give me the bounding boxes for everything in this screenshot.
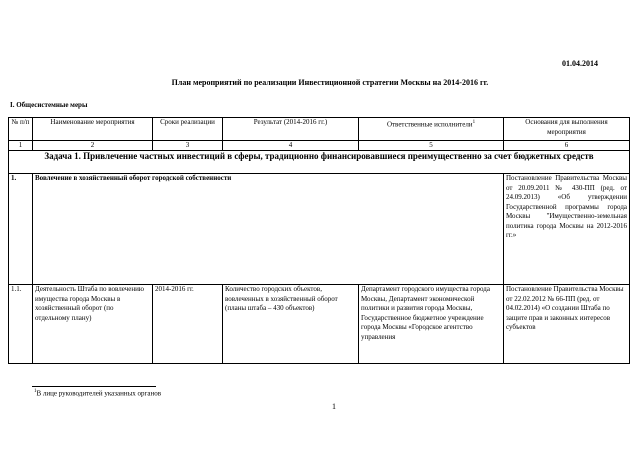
section-heading: I. Общесистемные меры	[10, 101, 88, 109]
header-executors-label: Ответственные исполнители	[386, 120, 473, 129]
measures-table	[8, 117, 630, 364]
header-terms: Сроки реализации	[153, 118, 223, 141]
column-number: 5	[359, 141, 504, 151]
table-row	[9, 174, 630, 285]
footnote-mark: 1	[34, 389, 37, 394]
task-row	[9, 151, 630, 174]
footnote-reference: 1	[472, 120, 476, 125]
row-basis: Постановление Правительства Москвы от 22.02.2012 № 66-ПП (ред. от 04.02.2014) «О создании Штаба по защите прав и законных интересов субъектов	[504, 285, 630, 364]
column-numbers-row	[9, 141, 630, 151]
row-executors: Департамент городского имущества города Москвы, Департамент экономической политики и развития города Москвы, Государственное бюджетное учреждение города Москвы «Городское агентство управления	[359, 285, 504, 364]
row-num: 1.	[9, 174, 33, 285]
column-number: 1	[9, 141, 33, 151]
row-basis: Постановление Правительства Москвы от 20.09.2011 № 430-ПП (ред. от 24.09.2013) «Об утверждении Государственной программы города Москвы "Имущественно-земельная политика города Москвы на 2012-2016 гг.»	[504, 174, 630, 285]
header-result: Результат (2014-2016 гг.)	[223, 118, 359, 141]
table-header-row	[9, 118, 630, 141]
document-date: 01.04.2014	[562, 59, 598, 68]
column-number: 4	[223, 141, 359, 151]
task-title: Задача 1. Привлечение частных инвестиций в сферы, традиционно финансировавшиеся преимущественно за счет бюджетных средств	[9, 151, 630, 174]
column-number: 3	[153, 141, 223, 151]
header-num: № п/п	[9, 118, 33, 141]
footnote-separator	[32, 386, 156, 387]
footnote	[34, 389, 161, 397]
header-name: Наименование мероприятия	[33, 118, 153, 141]
table-row	[9, 285, 630, 364]
row-name: Вовлечение в хозяйственный оборот городской собственности	[33, 174, 504, 285]
document-title: План мероприятий по реализации Инвестиционной стратегии Москвы на 2014-2016 гг.	[171, 78, 489, 87]
row-result: Количество городских объектов, вовлеченных в хозяйственный оборот (планы штаба – 430 объектов)	[223, 285, 359, 364]
column-number: 2	[33, 141, 153, 151]
row-num: 1.1.	[9, 285, 33, 364]
row-name: Деятельность Штаба по вовлечению имущества города Москвы в хозяйственный оборот (по отдельному плану)	[33, 285, 153, 364]
column-number: 6	[504, 141, 630, 151]
footnote-text: В лице руководителей указанных органов	[36, 389, 162, 398]
row-terms: 2014-2016 гг.	[153, 285, 223, 364]
page-number: 1	[332, 402, 336, 411]
header-executors	[359, 118, 504, 141]
header-basis: Основания для выполнения мероприятия	[504, 118, 630, 141]
